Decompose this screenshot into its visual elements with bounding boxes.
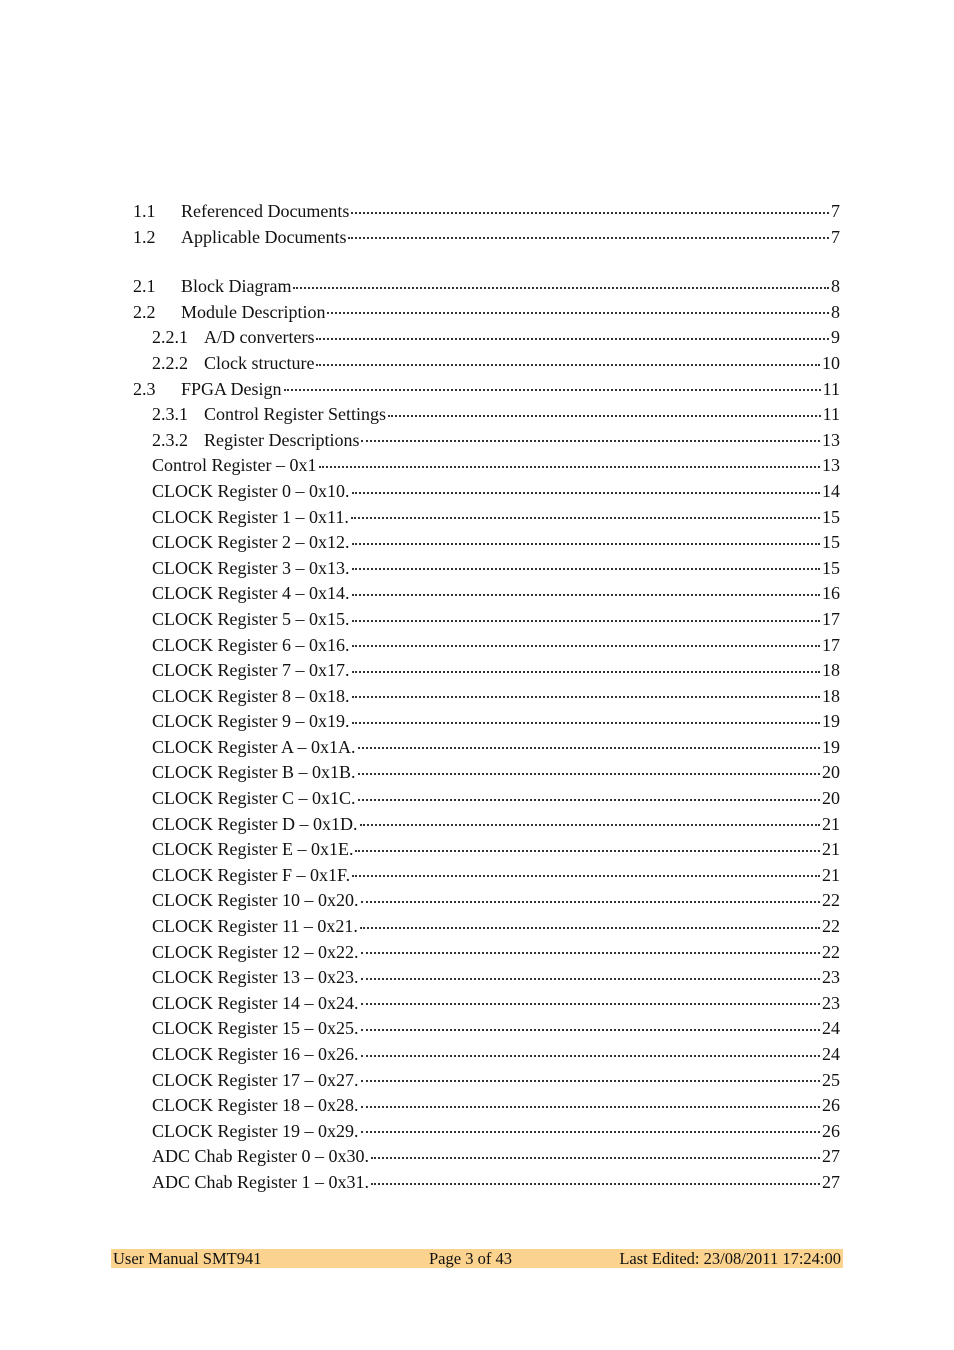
toc-entry-number: 1.2 [133, 226, 156, 247]
toc-entry[interactable] [133, 351, 840, 377]
toc-entry[interactable] [133, 479, 840, 505]
toc-dot-leader [293, 286, 829, 289]
toc-dot-leader [355, 849, 820, 852]
toc-entry[interactable] [133, 402, 840, 428]
toc-dot-leader [361, 1028, 821, 1031]
toc-dot-leader [360, 926, 820, 929]
footer-last-edited: Last Edited: 23/08/2011 17:24:00 [619, 1249, 841, 1268]
toc-entry-page: 11 [822, 378, 840, 399]
toc-entry[interactable] [133, 837, 840, 863]
toc-dot-leader [352, 644, 821, 647]
toc-entry[interactable] [133, 300, 840, 326]
toc-entry-title: CLOCK Register 9 – 0x19. [152, 711, 350, 732]
toc-dot-leader [316, 337, 829, 340]
toc-entry-page: 27 [822, 1146, 840, 1167]
table-of-contents [133, 199, 840, 1196]
toc-entry-page: 20 [822, 762, 840, 783]
toc-entry[interactable] [133, 863, 840, 889]
toc-entry-number: 2.2 [133, 301, 156, 322]
toc-entry-page: 18 [822, 660, 840, 681]
toc-entry-title: ADC Chab Register 0 – 0x30. [152, 1146, 369, 1167]
toc-entry-page: 9 [831, 327, 840, 348]
toc-entry[interactable] [133, 274, 840, 300]
toc-entry-title: CLOCK Register D – 0x1D. [152, 813, 358, 834]
toc-dot-leader [352, 695, 821, 698]
toc-entry-title: CLOCK Register F – 0x1F. [152, 864, 351, 885]
toc-entry-title: CLOCK Register 7 – 0x17. [152, 660, 350, 681]
toc-entry-title: CLOCK Register 3 – 0x13. [152, 557, 350, 578]
toc-entry-title: CLOCK Register 0 – 0x10. [152, 480, 350, 501]
toc-entry[interactable] [133, 581, 840, 607]
toc-dot-leader [358, 772, 820, 775]
toc-entry-page: 21 [822, 864, 840, 885]
toc-entry[interactable] [133, 1068, 840, 1094]
toc-dot-leader [371, 1156, 820, 1159]
toc-entry-page: 19 [822, 711, 840, 732]
toc-entry-title: CLOCK Register 12 – 0x22. [152, 941, 359, 962]
toc-entry[interactable] [133, 1144, 840, 1170]
toc-dot-leader [361, 1079, 821, 1082]
toc-dot-leader [361, 1054, 821, 1057]
toc-entry-title: Control Register Settings [204, 404, 386, 425]
toc-entry-title: CLOCK Register 11 – 0x21. [152, 916, 358, 937]
toc-entry[interactable] [133, 1119, 840, 1145]
footer-document-title: User Manual SMT941 [113, 1249, 262, 1268]
toc-dot-leader [352, 491, 821, 494]
toc-entry[interactable] [133, 199, 840, 225]
toc-entry-title: Register Descriptions [204, 429, 360, 450]
toc-entry-title: CLOCK Register 5 – 0x15. [152, 608, 350, 629]
toc-entry-number: 2.1 [133, 276, 156, 297]
toc-entry-title: CLOCK Register 15 – 0x25. [152, 1018, 359, 1039]
toc-entry-page: 22 [822, 916, 840, 937]
toc-entry[interactable] [133, 505, 840, 531]
toc-entry-page: 25 [822, 1069, 840, 1090]
toc-dot-leader [361, 1002, 821, 1005]
toc-entry-title: CLOCK Register B – 0x1B. [152, 762, 356, 783]
toc-dot-leader [360, 823, 821, 826]
toc-dot-leader [352, 542, 821, 545]
toc-entry[interactable] [133, 325, 840, 351]
toc-entry[interactable] [133, 1016, 840, 1042]
toc-dot-leader [361, 439, 820, 442]
toc-entry-title: Clock structure [204, 352, 315, 373]
toc-dot-leader [358, 746, 820, 749]
toc-entry-page: 15 [822, 506, 840, 527]
toc-dot-leader [358, 798, 820, 801]
toc-entry[interactable] [133, 760, 840, 786]
toc-dot-leader [316, 363, 820, 366]
toc-entry-page: 26 [822, 1095, 840, 1116]
toc-entry-title: CLOCK Register 10 – 0x20. [152, 890, 359, 911]
toc-entry-page: 23 [822, 967, 840, 988]
toc-entry-title: A/D converters [204, 327, 315, 348]
toc-entry-page: 19 [822, 736, 840, 757]
toc-dot-leader [348, 236, 829, 239]
toc-entry-title: CLOCK Register 14 – 0x24. [152, 992, 359, 1013]
toc-entry-title: Applicable Documents [181, 226, 347, 247]
toc-entry-page: 7 [831, 201, 840, 221]
toc-entry[interactable] [133, 225, 840, 251]
toc-dot-leader [352, 567, 821, 570]
toc-entry-page: 17 [822, 608, 840, 629]
toc-dot-leader [352, 619, 821, 622]
toc-entry-title: CLOCK Register 13 – 0x23. [152, 967, 359, 988]
toc-entry[interactable] [133, 1093, 840, 1119]
toc-entry[interactable] [133, 658, 840, 684]
toc-entry[interactable] [133, 940, 840, 966]
toc-entry[interactable] [133, 1170, 840, 1196]
toc-entry-title: CLOCK Register C – 0x1C. [152, 788, 356, 809]
toc-entry-title: CLOCK Register 2 – 0x12. [152, 532, 350, 553]
toc-entry-page: 24 [822, 1018, 840, 1039]
toc-entry[interactable] [133, 991, 840, 1017]
toc-entry-page: 20 [822, 788, 840, 809]
toc-entry-page: 15 [822, 532, 840, 553]
toc-entry-title: CLOCK Register 8 – 0x18. [152, 685, 350, 706]
toc-entry[interactable] [133, 684, 840, 710]
toc-entry-page: 21 [822, 839, 840, 860]
toc-entry-title: CLOCK Register 4 – 0x14. [152, 583, 350, 604]
toc-entry[interactable] [133, 888, 840, 914]
toc-entry-title: CLOCK Register A – 0x1A. [152, 736, 356, 757]
toc-entry[interactable] [133, 377, 840, 403]
toc-entry-title: CLOCK Register 16 – 0x26. [152, 1044, 359, 1064]
toc-entry[interactable] [133, 453, 840, 479]
toc-entry-number: 2.3.2 [152, 429, 188, 450]
toc-entry[interactable] [133, 428, 840, 454]
toc-dot-leader [327, 311, 829, 314]
toc-entry-page: 14 [822, 480, 840, 501]
toc-entry[interactable] [133, 965, 840, 991]
toc-entry[interactable] [133, 709, 840, 735]
toc-entry-title: Control Register – 0x1 [152, 455, 317, 476]
toc-entry-page: 17 [822, 634, 840, 655]
toc-dot-leader [352, 874, 820, 877]
toc-entry-page: 22 [822, 941, 840, 962]
toc-entry-page: 24 [822, 1044, 840, 1064]
toc-entry-title: CLOCK Register 18 – 0x28. [152, 1095, 359, 1116]
toc-entry-page: 13 [822, 429, 840, 450]
toc-dot-leader [361, 951, 821, 954]
toc-entry-page: 8 [831, 301, 840, 322]
toc-entry-title: ADC Chab Register 1 – 0x31. [152, 1171, 369, 1192]
toc-entry[interactable] [133, 812, 840, 838]
toc-dot-leader [388, 414, 821, 417]
toc-dot-leader [351, 211, 829, 214]
toc-entry-title: Block Diagram [181, 276, 292, 297]
toc-entry[interactable] [133, 530, 840, 556]
toc-entry[interactable] [133, 633, 840, 659]
toc-entry[interactable] [133, 607, 840, 633]
toc-entry-page: 23 [822, 992, 840, 1013]
footer-page-number: Page 3 of 43 [429, 1249, 512, 1268]
toc-entry-title: CLOCK Register 17 – 0x27. [152, 1069, 359, 1090]
toc-dot-leader [351, 516, 820, 519]
toc-dot-leader [352, 593, 821, 596]
toc-entry-page: 11 [822, 404, 840, 425]
toc-entry-title: CLOCK Register 1 – 0x11. [152, 506, 349, 527]
toc-entry-title: Module Description [181, 301, 326, 322]
toc-dot-leader [361, 1130, 821, 1133]
toc-entry-page: 26 [822, 1120, 840, 1141]
toc-entry-number: 2.3 [133, 378, 156, 399]
toc-entry[interactable] [133, 1042, 840, 1068]
toc-dot-leader [361, 977, 821, 980]
toc-entry-title: FPGA Design [181, 378, 282, 399]
toc-entry-page: 18 [822, 685, 840, 706]
toc-entry-page: 13 [822, 455, 840, 476]
toc-entry[interactable] [133, 735, 840, 761]
toc-entry-page: 27 [822, 1171, 840, 1192]
toc-dot-leader [319, 465, 821, 468]
page-footer [111, 1249, 843, 1268]
toc-entry-page: 16 [822, 583, 840, 604]
toc-entry[interactable] [133, 914, 840, 940]
toc-entry-page: 15 [822, 557, 840, 578]
toc-entry-title: CLOCK Register 19 – 0x29. [152, 1120, 359, 1141]
toc-dot-leader [352, 721, 821, 724]
toc-dot-leader [361, 900, 821, 903]
toc-dot-leader [352, 670, 821, 673]
toc-entry-page: 22 [822, 890, 840, 911]
toc-entry-number: 2.2.2 [152, 352, 188, 373]
toc-entry-number: 1.1 [133, 201, 156, 221]
toc-dot-leader [284, 388, 821, 391]
toc-entry-page: 8 [831, 276, 840, 297]
toc-dot-leader [371, 1182, 820, 1185]
toc-entry[interactable] [133, 556, 840, 582]
toc-entry-page: 10 [822, 352, 840, 373]
toc-entry-number: 2.3.1 [152, 404, 188, 425]
toc-entry-title: CLOCK Register 6 – 0x16. [152, 634, 350, 655]
toc-entry-title: Referenced Documents [181, 201, 350, 221]
toc-entry-page: 7 [831, 226, 840, 247]
toc-entry-number: 2.2.1 [152, 327, 188, 348]
toc-entry-title: CLOCK Register E – 0x1E. [152, 839, 354, 860]
toc-entry-page: 21 [822, 813, 840, 834]
toc-dot-leader [361, 1105, 821, 1108]
toc-entry[interactable] [133, 786, 840, 812]
